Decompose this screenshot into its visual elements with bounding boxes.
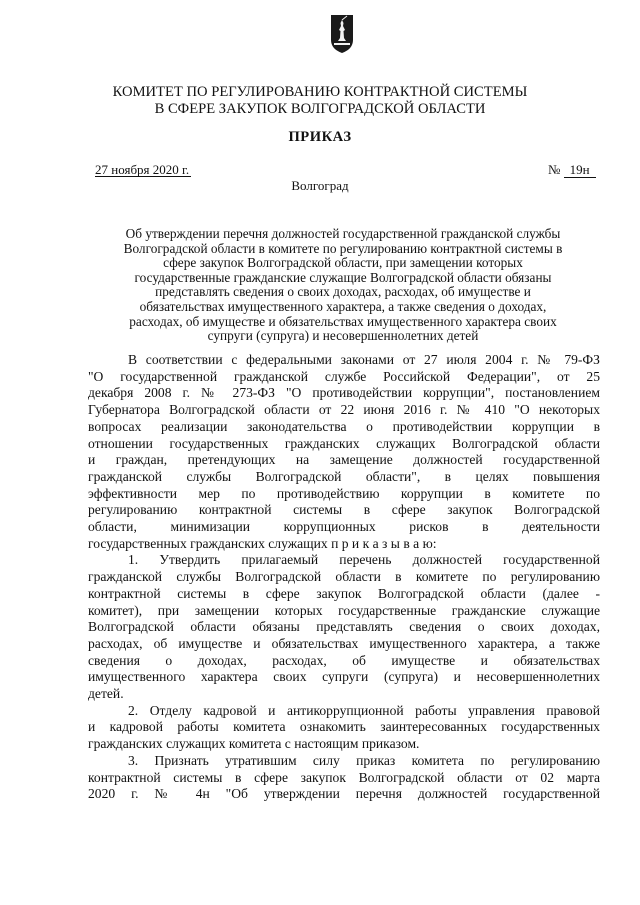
subject-line: сфере закупок Волгоградской области, при замещении которых	[163, 255, 523, 271]
document-type: ПРИКАЗ	[288, 129, 352, 145]
document-date: 27 ноября 2020 г.	[95, 162, 190, 177]
body-line: области, минимизации коррупционных рисков в деятельности	[88, 519, 600, 535]
subject-line: супруги (супруга) и несовершеннолетних детей	[207, 328, 479, 344]
body-line: вопросах реализации законодательства о противодействии коррупции в	[88, 418, 600, 434]
org-line: КОМИТЕТ ПО РЕГУЛИРОВАНИЮ КОНТРАКТНОЙ СИСТЕМЫ	[112, 84, 528, 100]
subject-line: Волгоградской области в комитете по регулированию контрактной системы в	[123, 240, 563, 256]
body-line: контрактной системы в сфере закупок Волгоградской области от 02 марта	[88, 769, 600, 785]
subject-line: обязательствах имущественного характера, а также сведения о доходах,	[139, 298, 547, 314]
subject-line: расходах, об имуществе и обязательствах имущественного характера своих	[129, 313, 557, 329]
document-subject	[88, 227, 598, 344]
document-number	[548, 163, 596, 176]
subject-line: Об утверждении перечня должностей государственной гражданской службы	[125, 226, 561, 241]
body-line: и граждан, претендующих на замещение должностей государственной	[88, 452, 600, 468]
body-line: 2. Отделу кадровой и антикоррупционной работы управления правовой	[128, 702, 600, 718]
body-line: 3. Признать утратившим силу приказ комитета по регулированию	[128, 752, 600, 768]
body-line: гражданских служащих комитета с настоящим приказом.	[88, 736, 420, 752]
body-line: "О государственной гражданской службе Российской Федерации", от 25	[88, 368, 600, 384]
body-line: и кадровой работы комитета ознакомить заинтересованных государственных	[88, 719, 600, 735]
body-line: расходах, об имуществе и обязательствах имущественного характера, а также	[88, 635, 600, 651]
body-line: гражданской службы Волгоградской области", в целях повышения	[88, 468, 600, 484]
body-line: государственных гражданских служащих п р и к а з ы в а ю:	[88, 535, 437, 551]
document-body	[88, 352, 600, 803]
number-value: 19н	[564, 162, 596, 178]
org-line: В СФЕРЕ ЗАКУПОК ВОЛГОГРАДСКОЙ ОБЛАСТИ	[154, 101, 486, 117]
body-line: 1. Утвердить прилагаемый перечень должностей государственной	[128, 552, 600, 568]
city: Волгоград	[291, 178, 349, 193]
body-line: Волгоградской области обязаны представлять сведения о своих доходах,	[88, 619, 600, 635]
body-line: контрактной системы в сфере закупок Волгоградской области (далее -	[88, 585, 600, 601]
body-line: сведения о доходах, расходах, об имуществе и обязательствах	[88, 652, 600, 668]
body-line: В соответствии с федеральными законами от 27 июля 2004 г. № 79-ФЗ	[128, 352, 600, 367]
number-label: №	[548, 162, 561, 177]
body-line: детей.	[88, 686, 124, 702]
body-line: отношении государственных гражданских служащих Волгоградской области	[88, 435, 600, 451]
subject-line: представлять сведения о своих доходах, расходах, об имуществе и	[155, 284, 531, 300]
body-line: Губернатора Волгоградской области от 22 июня 2016 г. № 410 "О некоторых	[88, 402, 600, 418]
body-line: регулированию контрактной системы в сфере закупок Волгоградской	[88, 502, 600, 518]
body-line: комитет), при замещении которых государственные гражданские служащие	[88, 602, 600, 618]
body-line: гражданской службы Волгоградской области в комитете по регулированию	[88, 569, 600, 585]
body-line: эффективности мер по противодействию коррупции в комитете по	[88, 485, 600, 501]
subject-line: государственные гражданские служащие Волгоградской области обязаны	[134, 269, 552, 285]
coat-of-arms-icon	[330, 14, 354, 54]
body-line: декабря 2008 г. № 273-ФЗ "О противодействии коррупции", постановлением	[88, 385, 600, 401]
body-line: имущественного характера своих супруги (супруга) и несовершеннолетних	[88, 669, 600, 685]
organization-name	[0, 84, 640, 118]
body-line: 2020 г. № 4н "Об утверждении перечня должностей государственной	[88, 786, 600, 802]
